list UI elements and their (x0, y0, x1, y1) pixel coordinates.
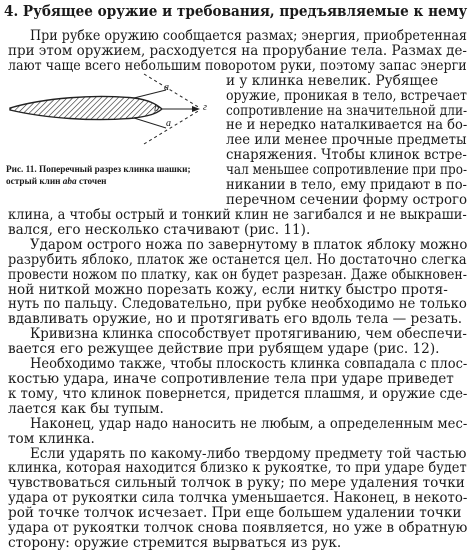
sharpening-line-top (134, 90, 166, 98)
figure-caption-italic: aba (62, 176, 77, 186)
figure-label-a-bottom: a (166, 118, 171, 129)
text-line: При рубке оружию сообщается размах; энергия, приобретенная (30, 28, 467, 44)
figure-caption-suffix: сточен (78, 176, 107, 186)
text-line: удара от рукоятки толчок снова появляется, но уже в обратную (8, 520, 468, 536)
text-line: сопротивление на значительной дли- (226, 103, 468, 119)
figure-caption (6, 163, 218, 187)
text-line: вдавливать оружие, но и протягивать его вдоль тела — резать. (8, 311, 463, 327)
text-line: удара от рукоятки сила толчка уменьшается. Наконец, в некото- (8, 490, 468, 506)
text-line: костью удара, иначе сопротивление тела при ударе приведет (8, 371, 454, 387)
figure-11 (4, 70, 216, 220)
book-page (4, 0, 467, 556)
text-line: при этом оружием, расходуется на прорубание тела. Размах де- (8, 43, 467, 59)
text-line: чувствоваться сильный толчок в руку; по мере удаления точки (8, 475, 465, 491)
text-line: лается как бы тупым. (8, 401, 164, 417)
text-line: и у клинка невелик. Рубящее (226, 73, 439, 89)
figure-label-b: b (154, 103, 159, 114)
text-line: Если ударять по какому-либо твердому предмету той частью (30, 446, 467, 462)
text-line: к тому, что клинок повернется, придется плашмя, и оружие сде- (8, 386, 468, 402)
figure-label-g: г (203, 102, 207, 113)
sharpening-line-bottom (134, 118, 166, 128)
section-title: 4. Рубящее оружие и требования, предъявляемые к нему (4, 3, 468, 20)
text-line: лее или менее прочные предметы (226, 132, 467, 148)
blade-section-shape (10, 96, 162, 119)
text-line: оружие, проникая в тело, встречает (226, 88, 467, 104)
axis-arrowhead (192, 106, 200, 112)
text-line: вался, его несколько стачивают (рис. 11). (8, 222, 311, 238)
text-line: клина, а чтобы острый и тонкий клин не загибался и не выкраши- (8, 207, 467, 223)
text-line: разрубить яблоко, платок же останется цел. Но достаточно слегка (8, 252, 467, 268)
text-line: Необходимо также, чтобы плоскость клинка совпадала с плос- (30, 356, 468, 372)
text-line: лают чаще всего небольшим поворотом руки, поэтому запас энерги (8, 58, 467, 74)
text-line: перечном сечении форму острого (226, 192, 468, 208)
figure-caption-prefix: Рис. 11. (6, 164, 37, 174)
wedge-dashed-bottom (144, 110, 200, 144)
text-line: вается его режущее действие при рубящем ударе (рис. 12). (8, 341, 440, 357)
text-line: нуть по пальцу. Следовательно, при рубке необходимо не только (8, 296, 467, 312)
text-line: сторону: оружие стремится вырваться из рук. (8, 535, 342, 551)
text-line: клинка, которая находится близко к рукоятке, то при ударе будет (8, 460, 467, 476)
text-line: провести ножом по платку, как он будет разрезан. Даже обыкновен- (8, 267, 467, 283)
text-line: снаряжения. Чтобы клинок встре- (226, 147, 467, 163)
text-line: Наконец, удар надо наносить не любым, а определенным мес- (30, 416, 468, 432)
figure-caption-text: Поперечный разрез клинка шашки; острый клин (6, 164, 191, 186)
text-line: чал меньшее сопротивление при про- (226, 162, 468, 178)
text-line: том клинка. (8, 431, 95, 447)
text-line: рой точке толчок исчезает. При еще большем удалении точки (8, 505, 462, 521)
text-line: Кривизна клинка способствует протягиванию, чем обеспечи- (30, 326, 467, 342)
figure-label-a-top: a (164, 82, 169, 93)
text-line: не и нередко наталкивается на бо- (226, 117, 468, 133)
text-line: никании в тело, ему придают в по- (226, 177, 467, 193)
text-line: ной ниткой можно порезать кожу, если нитку быстро протя- (8, 282, 448, 298)
text-line: Ударом острого ножа по завернутому в платок яблоку можно (30, 237, 468, 253)
